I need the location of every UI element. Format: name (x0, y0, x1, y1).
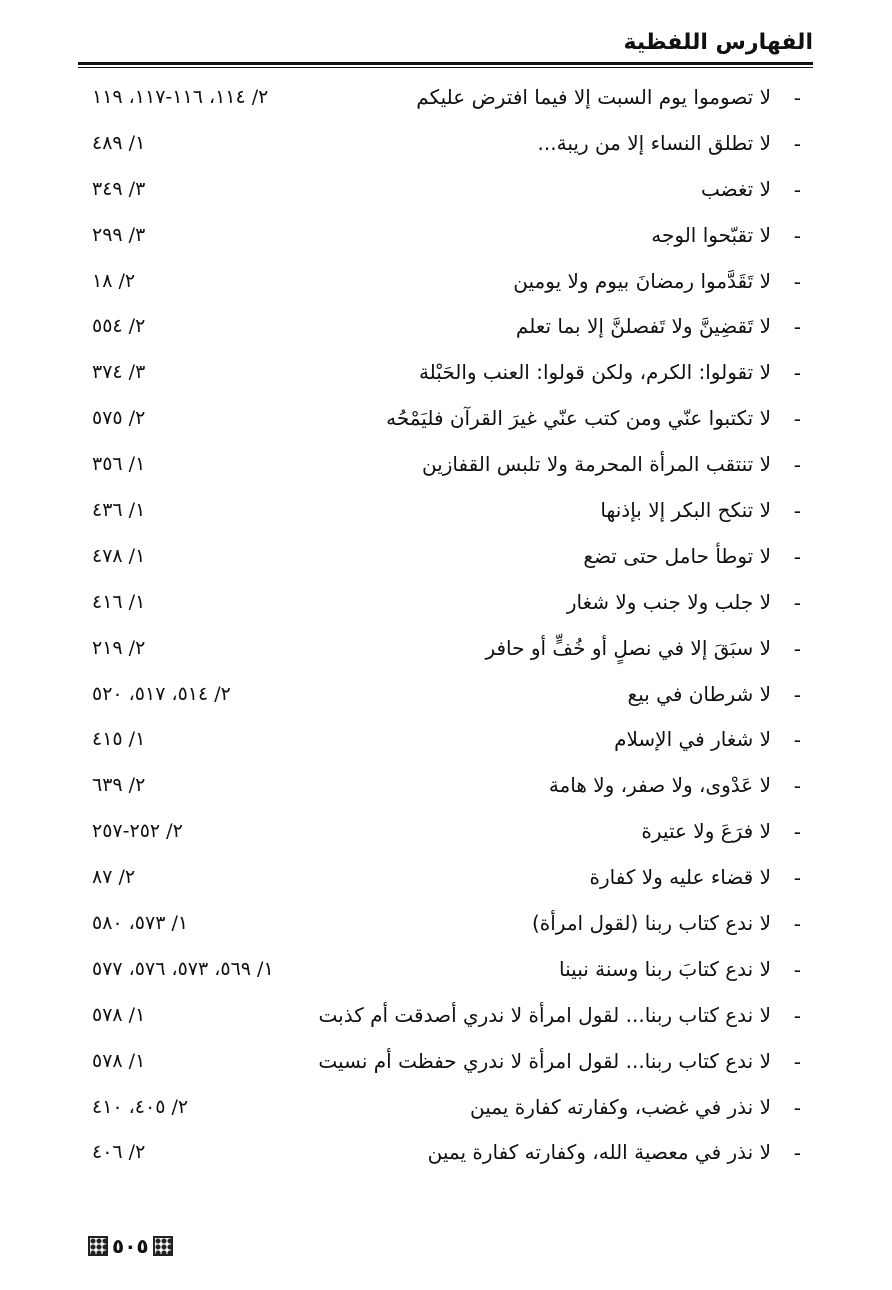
entry-dash: - (793, 636, 801, 661)
index-entry (78, 674, 813, 720)
header-rule-thick (78, 62, 813, 65)
entry-text: لا تنتقب المرأة المحرمة ولا تلبس القفازين (421, 452, 771, 477)
index-entry (78, 1087, 813, 1133)
entry-text: لا ندع كتاب ربنا... لقول امرأة لا ندري أصدقت أم كذبت (318, 1002, 771, 1027)
entry-text: لا تطلق النساء إلا من ريبة... (537, 130, 771, 155)
entry-reference: ٢/ ٥٧٥ (92, 407, 146, 430)
index-entry (78, 77, 813, 123)
entry-text: لا قضاء عليه ولا كفارة (589, 865, 771, 890)
index-entry (78, 306, 813, 352)
entry-reference: ٢/ ٥٥٤ (92, 315, 146, 338)
entry-text: لا فرَعَ ولا عتيرة (641, 819, 771, 844)
entry-reference: ١/ ٤١٥ (92, 728, 146, 751)
entry-text: لا شرطان في بيع (627, 681, 771, 706)
index-entry (78, 352, 813, 398)
index-entry (78, 215, 813, 261)
entry-reference: ١/ ٤٣٦ (92, 499, 146, 522)
entry-text: لا تكتبوا عنّي ومن كتب عنّي غيرَ القرآن فليَمْحُه (386, 406, 771, 431)
entry-text: لا تصوموا يوم السبت إلا فيما افترض عليكم (416, 85, 771, 109)
entry-reference: ١/ ٤١٦ (92, 590, 146, 613)
entry-text: لا تقولوا: الكرم، ولكن قولوا: العنب والحَبْلة (418, 360, 771, 385)
entry-dash: - (793, 1141, 801, 1166)
entry-text: لا توطأ حامل حتى تضع (583, 543, 771, 568)
index-entry (78, 398, 813, 444)
index-list (78, 77, 813, 1178)
entry-text: لا تنكح البكر إلا بإذنها (600, 498, 771, 523)
entry-reference: ١/ ٥٧٨ (92, 1003, 146, 1026)
entry-reference: ٢/ ١٨ (92, 269, 136, 292)
entry-dash: - (793, 590, 801, 615)
entry-dash: - (793, 223, 801, 248)
entry-text: لا نذر في غضب، وكفارته كفارة يمين (470, 1094, 771, 1119)
entry-text: لا ندع كتاب ربنا (لقول امرأة) (531, 911, 771, 936)
ornament-icon (88, 1236, 108, 1256)
entry-reference: ١/ ٤٧٨ (92, 544, 146, 567)
entry-text: لا عَدْوى، ولا صفر، ولا هامة (548, 773, 771, 798)
index-entry (78, 123, 813, 169)
entry-dash: - (793, 866, 801, 891)
entry-text: لا نذر في معصية الله، وكفارته كفارة يمين (427, 1140, 771, 1165)
entry-dash: - (793, 361, 801, 386)
entry-reference: ٣/ ٢٩٩ (92, 223, 146, 246)
entry-reference: ٢/ ١١٤، ١١٦-١١٧، ١١٩ (92, 86, 269, 108)
entry-text: لا تَقضِينَّ ولا تَفصلنَّ إلا بما تعلم (515, 314, 771, 339)
entry-dash: - (793, 131, 801, 156)
index-entry (78, 903, 813, 949)
entry-dash: - (793, 774, 801, 799)
entry-dash: - (793, 544, 801, 569)
index-entry (78, 949, 813, 995)
entry-dash: - (793, 177, 801, 202)
entry-text: لا تغضب (701, 176, 771, 201)
index-entry (78, 536, 813, 582)
entry-reference: ١/ ٣٥٦ (92, 453, 146, 476)
entry-reference: ١/ ٥٧٨ (92, 1049, 146, 1072)
index-entry (78, 765, 813, 811)
entry-reference: ٣/ ٣٤٩ (92, 177, 146, 200)
index-entry (78, 1132, 813, 1178)
index-entry (78, 719, 813, 765)
entry-text: لا شغار في الإسلام (614, 727, 771, 752)
index-entry (78, 169, 813, 215)
entry-reference: ١/ ٥٦٩، ٥٧٣، ٥٧٦، ٥٧٧ (92, 957, 274, 980)
entry-dash: - (793, 912, 801, 937)
entry-dash: - (793, 86, 801, 110)
entry-text: لا جلب ولا جنب ولا شغار (566, 589, 771, 614)
index-entry (78, 444, 813, 490)
entry-dash: - (793, 269, 801, 294)
entry-reference: ٣/ ٣٧٤ (92, 361, 146, 384)
entry-dash: - (793, 728, 801, 753)
entry-dash: - (793, 315, 801, 340)
entry-dash: - (793, 453, 801, 478)
page-number-box (88, 1232, 173, 1260)
entry-text: لا ندع كتابَ ربنا وسنة نبينا (559, 956, 771, 981)
header-title: الفهارس اللفظية (623, 30, 813, 55)
index-entry (78, 811, 813, 857)
running-header (78, 24, 813, 64)
entry-dash: - (793, 682, 801, 707)
index-entry (78, 1041, 813, 1087)
entry-dash: - (793, 957, 801, 982)
index-entry (78, 857, 813, 903)
index-entry (78, 995, 813, 1041)
entry-reference: ٢/ ٢١٩ (92, 636, 146, 659)
entry-reference: ٢/ ٨٧ (92, 866, 136, 889)
entry-reference: ٢/ ٥١٤، ٥١٧، ٥٢٠ (92, 682, 231, 705)
entry-dash: - (793, 407, 801, 432)
entry-dash: - (793, 1095, 801, 1120)
entry-text: لا تقبّحوا الوجه (651, 222, 771, 247)
entry-text: لا ندع كتاب ربنا... لقول امرأة لا ندري حفظت أم نسيت (318, 1048, 771, 1073)
index-entry (78, 582, 813, 628)
entry-reference: ١/ ٥٧٣، ٥٨٠ (92, 912, 189, 935)
entry-reference: ٢/ ٤٠٦ (92, 1141, 146, 1164)
index-entry (78, 490, 813, 536)
entry-dash: - (793, 499, 801, 524)
entry-reference: ٢/ ٤٠٥، ٤١٠ (92, 1095, 189, 1118)
entry-dash: - (793, 1049, 801, 1074)
index-entry (78, 261, 813, 307)
index-entry (78, 628, 813, 674)
entry-dash: - (793, 820, 801, 845)
ornament-icon (153, 1236, 173, 1256)
entry-text: لا تَقَدَّموا رمضانَ بيوم ولا يومين (513, 268, 771, 293)
entry-dash: - (793, 1003, 801, 1028)
entry-reference: ٢/ ٢٥٢-٢٥٧ (92, 820, 183, 843)
entry-text: لا سبَقَ إلا في نصلٍ أو خُفٍّ أو حافر (485, 635, 771, 660)
page-number: ٥٠٥ (112, 1234, 149, 1258)
entry-reference: ١/ ٤٨٩ (92, 131, 146, 154)
entry-reference: ٢/ ٦٣٩ (92, 774, 146, 797)
header-rule-thin (78, 67, 813, 68)
